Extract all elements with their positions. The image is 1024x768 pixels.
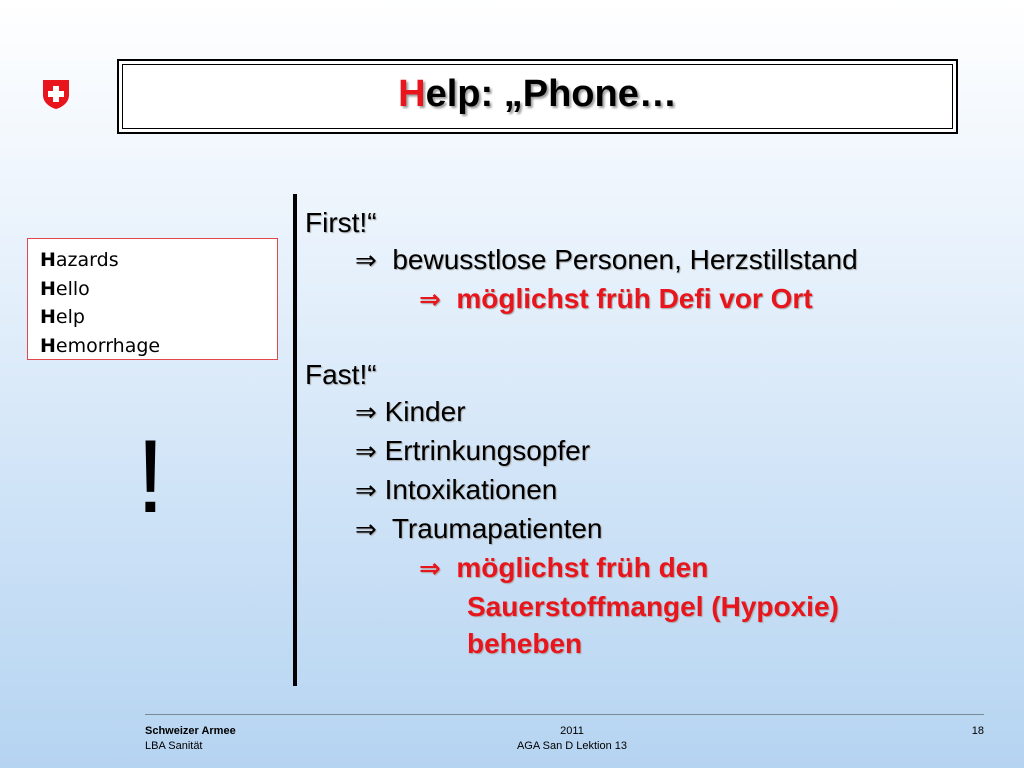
arrow-icon: ⇒ (355, 398, 377, 428)
slide-title (119, 73, 956, 116)
footer-unit: LBA Sanität (145, 740, 203, 752)
first-heading: First!“ (305, 207, 377, 238)
vertical-divider (293, 194, 297, 686)
hhhh-item-hazards: Hazards (40, 249, 119, 271)
fast-heading: Fast!“ (305, 359, 377, 390)
hhhh-box (27, 238, 278, 360)
arrow-icon: ⇒ (419, 285, 441, 315)
first-item: ⇒ bewusstlose Personen, Herzstillstand (355, 244, 858, 276)
arrow-icon: ⇒ (355, 476, 377, 506)
title-first-letter: H (398, 73, 426, 115)
fast-conclusion-line-1: ⇒ möglichst früh den (419, 552, 709, 584)
fast-item-traumapatienten: ⇒ Traumapatienten (355, 513, 603, 545)
hhhh-item-hello: Hello (40, 277, 90, 300)
footer-course: AGA San D Lektion 13 (516, 740, 628, 752)
swiss-cross-logo (40, 78, 72, 110)
fast-item-ertrinkungsopfer: ⇒ Ertrinkungsopfer (355, 435, 591, 467)
fast-item-intoxikationen: ⇒ Intoxikationen (355, 474, 558, 506)
footer-left (145, 724, 236, 754)
exclamation-mark: ! (136, 419, 165, 535)
arrow-icon: ⇒ (419, 554, 441, 584)
footer-divider (145, 714, 984, 715)
arrow-icon: ⇒ (355, 515, 377, 545)
footer-org: Schweizer Armee (145, 725, 236, 737)
title-rest: elp: „Phone… (425, 73, 677, 115)
fast-conclusion-line-2: Sauerstoffmangel (Hypoxie) (467, 591, 839, 622)
footer-year: 2011 (560, 725, 584, 737)
arrow-icon: ⇒ (355, 246, 377, 276)
fast-item-kinder: ⇒ Kinder (355, 396, 466, 428)
hhhh-item-help: Help (40, 306, 85, 328)
footer-page-number: 18 (971, 725, 984, 737)
title-frame (117, 59, 958, 134)
fast-conclusion-line-3: beheben (467, 628, 583, 659)
slide-body (305, 204, 1017, 662)
first-conclusion: ⇒ möglichst früh Defi vor Ort (419, 283, 813, 315)
arrow-icon: ⇒ (355, 437, 377, 467)
hhhh-item-hemorrhage: Hemorrhage (40, 334, 161, 357)
footer-center (460, 724, 684, 754)
